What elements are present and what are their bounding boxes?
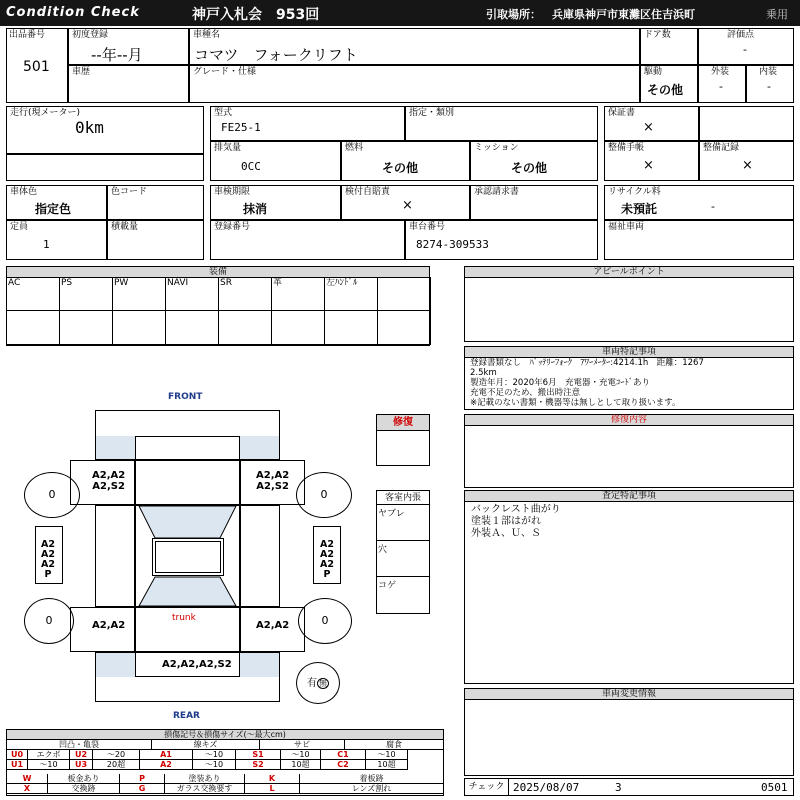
category: 乗用 [766,8,788,21]
appeal-panel [464,266,794,342]
legend-desc: 〜10 [366,750,408,760]
legend-code: W [7,774,48,784]
equipment-item-label: SR [220,278,232,288]
lot-number: 501 [23,59,50,75]
special-line: 製造年月：2020年6月 充電器・充電ｺｰﾄﾞあり [470,378,651,388]
score-value: - [743,43,747,56]
legend-head: 凹凸・亀裂 [7,740,152,750]
special-line: 2.5km [470,368,497,378]
legend-desc: ガラス交換要す [165,784,245,794]
hood [135,460,240,505]
repair-title: 修復 [377,415,429,431]
recycle-label: リサイクル料 [608,187,661,197]
warranty-label: 保証書 [608,108,636,118]
equipment-item-label: NAVI [167,278,189,288]
equipment-cell [324,277,378,311]
legend-code: L [245,784,300,794]
legend-code: S1 [236,750,281,760]
exterior-label: 外装 [711,67,730,77]
maint-book-value: × [643,158,654,173]
equipment-value-cell [6,310,60,345]
type-box [210,106,405,141]
change-panel [464,688,794,776]
legend-code: U0 [7,750,28,760]
equipment-value-cell [377,310,431,345]
exterior-value: - [719,80,723,93]
equipment-cell [377,277,431,311]
special-panel [464,346,794,410]
change-title: 車両変更情報 [465,689,793,700]
legend-desc: 交換跡 [48,784,120,794]
legend-code: S2 [236,760,281,770]
legend-desc: 塗装あり [165,774,245,784]
special-line: ※記載のない書類・機器等は無しとして取り扱います。 [470,398,681,408]
inspector-line: 外装Ａ、Ｕ、Ｓ [471,528,541,539]
mission-value: その他 [511,161,548,175]
interior-label: 内装 [759,67,778,77]
mission-box [470,141,598,181]
legend-desc: 10超 [281,760,321,770]
doors-box [640,28,698,65]
model-label: 車種名 [193,30,221,40]
grade-label: グレード・仕様 [193,67,257,77]
displacement-value: 0CC [241,160,261,173]
inspector-line: 塗装１部はがれ [471,516,541,527]
tire-rear-right: 0 [298,598,352,644]
inspector-panel [464,490,794,684]
equipment-cell [6,277,60,311]
check-strip [464,778,794,796]
cabin-title: 客室内張 [377,491,429,505]
color-label: 車体色 [10,187,38,197]
legend-code: C1 [321,750,366,760]
equipment-value-cell [165,310,219,345]
exterior-box [698,65,746,103]
grade-box [189,65,640,103]
damage-front-right: A2,A2 A2,S2 [256,470,290,492]
maint-record-value: × [742,158,753,173]
equipment-item-label: PS [61,278,73,288]
spare-label: 有 [307,678,317,689]
rear-label: REAR [173,711,200,721]
cabin-box [376,490,430,614]
load-label: 積載量 [111,222,139,232]
repair-detail-title: 修復内容 [465,415,793,426]
insurance-label: 検付自賠責 [345,187,391,197]
equipment-value-cell [218,310,272,345]
equipment-cell [165,277,219,311]
chassis-box [405,220,598,260]
legend-head: 線キズ [152,740,260,750]
score-box [698,28,794,65]
legend-desc: 〜10 [193,760,236,770]
equipment-cell [271,277,325,311]
color-code-box [107,185,204,220]
recycle-value: 未預託 [621,202,658,216]
legend-code: C2 [321,760,366,770]
legend-code: X [7,784,48,794]
drive-box [640,65,698,103]
cabin-top-inner [155,541,221,573]
inspector-line: バックレスト曲がり [471,504,561,515]
equipment-value-cell [59,310,113,345]
capacity-box [6,220,107,260]
insurance-value: × [402,198,413,213]
windshield [139,506,236,538]
warranty-extra-box [699,106,794,141]
legend-code: A2 [140,760,193,770]
warranty-value: × [643,120,654,135]
equipment-cell [59,277,113,311]
model-box [189,28,640,65]
maint-record-label: 整備記録 [703,143,740,153]
check-num: 3 [615,781,622,794]
tire-front-right: 0 [296,472,352,518]
first-reg-box [68,28,189,65]
history-box [68,65,189,103]
equipment-value-cell [271,310,325,345]
recycle-fee: - [711,200,715,213]
left-door [95,505,135,607]
color-code-label: 色コード [111,187,148,197]
fuel-label: 燃料 [345,143,364,153]
interior-value: - [767,80,771,93]
history-label: 車歴 [72,67,91,77]
chassis-label: 車台番号 [409,222,446,232]
damage-front-left: A2,A2 A2,S2 [92,470,126,492]
reg-no-box [210,220,405,260]
type-value: FE25-1 [221,121,261,134]
legend-desc: 〜10 [28,760,70,770]
inspector-title: 査定特記事項 [465,491,793,502]
color-box [6,185,107,220]
legend-code: U1 [7,760,28,770]
claim-box [470,185,598,220]
appeal-title: アピールポイント [465,267,793,278]
legend-desc: エクボ [28,750,70,760]
form-title: Condition Check [6,5,140,20]
chassis-value: 8274-309533 [416,238,489,251]
legend-head: サビ [260,740,345,750]
damage-left-side: A2 A2 A2 P [41,539,55,580]
welfare-box [604,220,794,260]
tire-front-left: 0 [24,472,80,518]
legend-code: U3 [70,760,93,770]
legend-desc: 〜10 [193,750,236,760]
damage-rear-left: A2,A2 [92,620,126,631]
front-label: FRONT [168,392,203,402]
legend-code: G [120,784,165,794]
mileage-extra-box [6,154,204,181]
type-label: 型式 [214,108,233,118]
header-bar [0,0,800,26]
legend-desc: 板金あり [48,774,120,784]
first-reg-label: 初度登録 [72,30,109,40]
first-reg-value: --年--月 [91,46,143,64]
special-line: 充電不足のため、搬出時注意 [470,388,581,398]
insurance-box [341,185,470,220]
claim-label: 承認請求書 [474,187,520,197]
damage-rear-right: A2,A2 [256,620,290,631]
equipment-value-cell [112,310,166,345]
equipment-value-cell [324,310,378,345]
tire-rear-left: 0 [24,598,74,644]
maint-book-box [604,141,699,181]
inspection-box [210,185,341,220]
spare-mark: 無 [319,679,327,688]
designation-box [405,106,598,141]
damage-right-side: A2 A2 A2 P [320,539,334,580]
inspection-value: 抹消 [243,202,268,216]
inspection-label: 車検期限 [214,187,251,197]
damage-rear-bumper: A2,A2,A2,S2 [162,659,232,670]
displacement-label: 排気量 [214,143,242,153]
check-date: 2025/08/07 [513,781,580,794]
reg-no-label: 登録番号 [214,222,251,232]
legend-title: 損傷記号＆損傷サイズ(〜最大cm) [7,730,443,740]
warranty-box [604,106,699,141]
special-line: 登録書類なし ﾊﾞｯﾃﾘｰﾌｫｰｸ ｱﾜｰﾒｰﾀｰ:4214.1h 距離：1267 [470,358,704,368]
fuel-value: その他 [382,161,419,175]
capacity-label: 定員 [10,222,29,232]
equipment-title: 装備 [7,267,429,278]
repair-box [376,414,430,466]
maint-book-label: 整備手帳 [608,143,645,153]
legend-head: 腐食 [345,740,444,750]
right-door [240,505,280,607]
legend-desc: 10超 [366,760,408,770]
lot-box [6,28,68,103]
designation-label: 指定・類別 [409,108,455,118]
front-bumper-center [135,436,240,460]
mileage-box [6,106,204,154]
legend-desc: 〜20 [93,750,140,760]
check-id: 0501 [761,781,788,794]
trunk-label: trunk [172,613,196,623]
legend-code: K [245,774,300,784]
equipment-item-label: 革 [273,278,283,288]
capacity-value: 1 [43,238,50,251]
legend-desc: レンズ割れ [300,784,444,794]
auction-name: 神戸入札会 953回 [192,7,320,23]
equipment-item-label: 左ﾊﾝﾄﾞﾙ [326,278,358,288]
recycle-box [604,185,794,220]
check-label: チェック [465,779,509,795]
mission-label: ミッション [474,143,519,153]
pickup-location: 兵庫県神戸市東灘区住吉浜町 [552,8,695,21]
color-value: 指定色 [35,202,72,216]
model-name: コマツ フォークリフト [194,46,358,64]
legend-code: U2 [70,750,93,760]
legend-code: A1 [140,750,193,760]
fuel-box [341,141,470,181]
maint-record-box [699,141,794,181]
equipment-cell [218,277,272,311]
legend-desc: 20超 [93,760,140,770]
special-title: 車両特記事項 [465,347,793,358]
cabin-item: 穴 [377,541,429,577]
equipment-item-label: AC [8,278,21,288]
mileage-value: 0km [75,118,104,137]
lot-label: 出品番号 [9,30,46,40]
score-label: 評価点 [727,30,755,40]
displacement-box [210,141,341,181]
spare-tire [296,662,340,704]
equipment-item-label: PW [114,278,129,288]
welfare-label: 福祉車両 [608,222,645,232]
interior-box [746,65,794,103]
repair-detail-panel [464,414,794,488]
rear-window [139,577,236,606]
cabin-item: コゲ [378,581,397,591]
doors-label: ドア数 [644,30,671,40]
mileage-label: 走行(現メーター) [10,108,81,118]
drive-label: 駆動 [644,67,663,77]
drive-value: その他 [647,83,684,97]
cabin-item: ヤブレ [377,505,429,541]
load-box [107,220,204,260]
equipment-cell [112,277,166,311]
legend-desc: 着板跡 [300,774,444,784]
location-label: 引取場所： [486,8,541,21]
legend-code: P [120,774,165,784]
legend-desc: 〜10 [281,750,321,760]
